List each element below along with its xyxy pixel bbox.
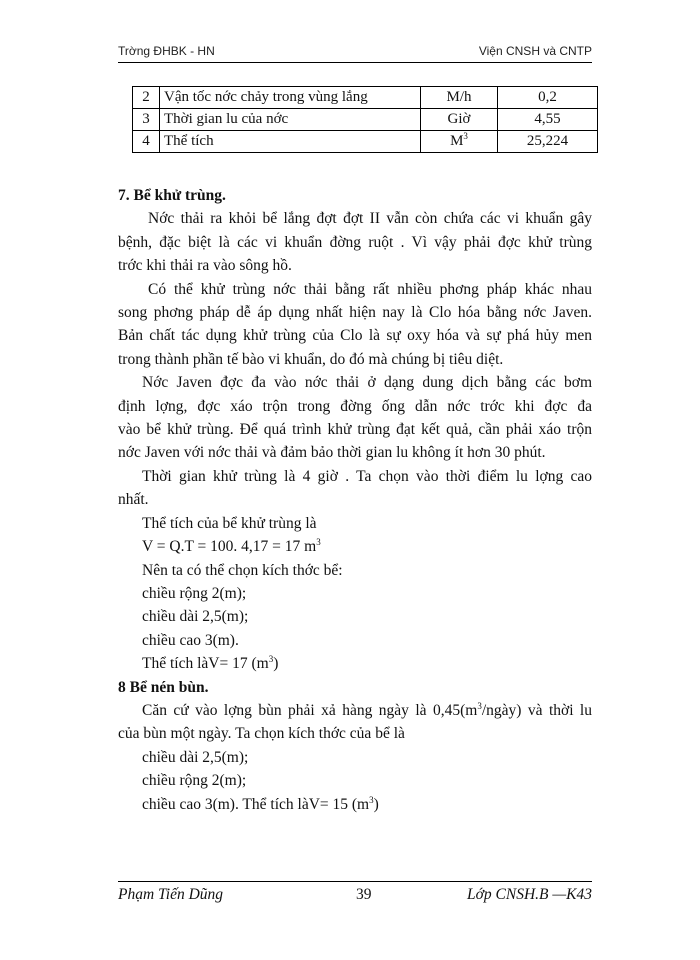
formula-superscript: 3	[316, 537, 321, 548]
document-body	[118, 184, 592, 816]
paragraph-line: Có thể khử trùng nớc thải bằng rất nhiều phơng pháp khác nhau	[148, 280, 592, 298]
unit-superscript: 3	[463, 131, 468, 141]
paragraph-line: Thời gian khử trùng là 4 giờ . Ta chọn vào thời điểm lu lợng cao	[142, 467, 592, 485]
footer-rule	[118, 881, 592, 882]
table-row	[133, 87, 598, 109]
row-name: Thể tích	[160, 131, 421, 153]
height-volume-end: )	[373, 795, 379, 813]
sludge-text-end: /ngày) và thời lu	[481, 701, 592, 719]
dimensions-intro: Nên ta có thể chọn kích thớc bể:	[142, 561, 343, 579]
height-volume-superscript: 3	[369, 794, 374, 805]
paragraph-line: của bùn một ngày. Ta chọn kích thớc của bể là	[118, 725, 405, 743]
section-8-heading: 8 Bể nén bùn.	[118, 678, 209, 696]
paragraph-line: định lợng, đợc xáo trộn trong đờng ống dẫn nớc trớc khi đợc đa	[118, 397, 592, 415]
paragraph-line: Bản chất tác dụng khử trùng của Clo là sự oxy hóa và sự phá hủy men	[118, 327, 592, 345]
paragraph-line: nhất.	[118, 491, 149, 509]
header-university: Trờng ĐHBK - HN	[118, 44, 215, 58]
sludge-text: Căn cứ vào lợng bùn phải xả hàng ngày là 0,45(m	[142, 701, 478, 719]
page-footer	[118, 886, 592, 906]
row-name: Vận tốc nớc chảy trong vùng lắng	[160, 87, 421, 109]
paragraph-line: trong thành phần tế bào vi khuẩn, do đó mà chúng bị tiêu diệt.	[118, 350, 504, 368]
row-value: 0,2	[498, 87, 598, 109]
dimension-height: chiều cao 3(m).	[142, 631, 239, 649]
volume-label: Thể tích của bể khử trùng là	[142, 514, 317, 532]
height-volume-text: chiều cao 3(m). Thể tích làV= 15 (m	[142, 795, 370, 813]
row-number: 2	[133, 87, 160, 109]
row-number: 4	[133, 131, 160, 153]
volume-formula	[118, 535, 592, 558]
paragraph-line	[118, 699, 592, 722]
dimension-width: chiều rộng 2(m);	[142, 584, 247, 602]
row-number: 3	[133, 109, 160, 131]
row-unit	[421, 131, 498, 153]
paragraph-line: song phơng pháp dễ áp dụng nhất hiện nay là Clo hóa bằng nớc Javen.	[118, 304, 592, 322]
volume-result-end: )	[273, 655, 279, 673]
paragraph-line: Nớc Javen đợc đa vào nớc thải ở dạng dung dịch bằng các bơm	[142, 374, 592, 392]
footer-author: Phạm Tiến Dũng	[118, 886, 224, 903]
page-header	[118, 44, 592, 60]
row-name: Thời gian lu của nớc	[160, 109, 421, 131]
row-unit: M/h	[421, 87, 498, 109]
section-7-heading: 7. Bể khử trùng.	[118, 187, 226, 204]
formula-text: V = Q.T = 100. 4,17 = 17 m	[142, 538, 317, 556]
dimension-width: chiều rộng 2(m);	[142, 772, 247, 790]
volume-result-superscript: 3	[268, 654, 274, 665]
paragraph-line: vào bể khử trùng. Để quá trình khử trùng đạt kết quả, cần phải xáo trộn	[118, 421, 592, 439]
row-value: 4,55	[498, 109, 598, 131]
dimension-length: chiều dài 2,5(m);	[142, 748, 249, 766]
sludge-superscript: 3	[477, 700, 482, 711]
volume-result-text: Thể tích làV= 17 (m	[142, 655, 269, 673]
table-row	[133, 109, 598, 131]
dimension-length: chiều dài 2,5(m);	[142, 608, 249, 626]
paragraph-line: nớc Javen với nớc thải và đảm bảo thời gian lu không ít hơn 30 phút.	[118, 444, 546, 462]
row-unit: Giờ	[421, 109, 498, 131]
row-value: 25,224	[498, 131, 598, 153]
spec-table	[132, 86, 598, 153]
table-row	[133, 131, 598, 153]
paragraph-line: bệnh, đặc biệt là các vi khuẩn đờng ruột . Vì vậy phải đợc khử trùng	[118, 233, 592, 251]
volume-result	[118, 652, 592, 675]
paragraph-line: trớc khi thải ra vào sông hồ.	[118, 257, 292, 275]
paragraph-line: Nớc thải ra khỏi bể lắng đợt đợt II vẫn còn chứa các vi khuẩn gây	[148, 210, 592, 228]
footer-class: Lớp CNSH.B —K43	[467, 886, 592, 903]
page-number: 39	[356, 886, 372, 903]
unit-text: M	[450, 133, 464, 149]
header-institute: Viện CNSH và CNTP	[478, 44, 592, 58]
header-rule	[118, 62, 592, 63]
dimension-height-volume	[118, 793, 592, 816]
